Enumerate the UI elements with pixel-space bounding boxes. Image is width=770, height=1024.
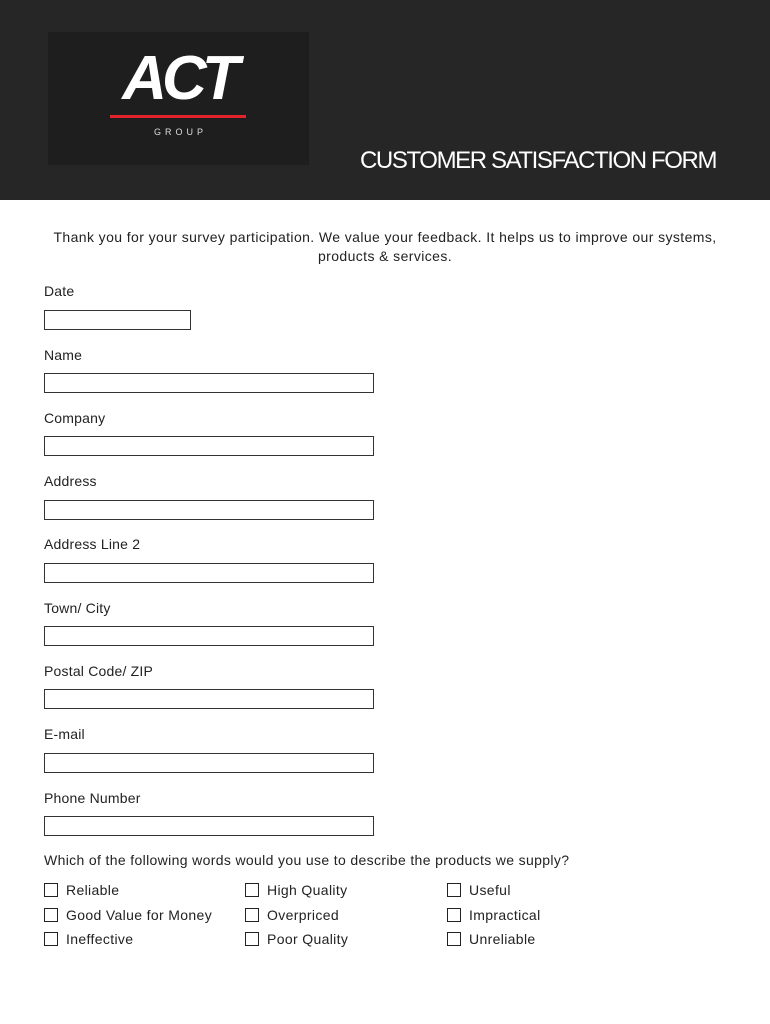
option-label: Useful [469,882,511,898]
page-header [0,0,770,200]
town-city-label: Town/ City [44,600,111,616]
option-unreliable[interactable] [447,930,536,948]
option-overpriced[interactable] [245,906,339,924]
option-reliable[interactable] [44,881,119,899]
option-label: High Quality [267,882,348,898]
option-useful[interactable] [447,881,511,899]
option-label: Good Value for Money [66,907,213,923]
option-label: Poor Quality [267,931,349,947]
address-label: Address [44,473,97,489]
name-label: Name [44,347,83,363]
option-good-value[interactable] [44,906,212,924]
checkbox-good-value[interactable] [44,908,58,922]
postal-code-label: Postal Code/ ZIP [44,663,154,679]
logo-accent-line [110,115,246,118]
phone-number-field[interactable] [44,816,374,836]
phone-number-label: Phone Number [44,790,141,806]
checkbox-overpriced[interactable] [245,908,259,922]
checkbox-impractical[interactable] [447,908,461,922]
checkbox-ineffective[interactable] [44,932,58,946]
option-label: Ineffective [66,931,134,947]
company-logo [48,32,309,165]
company-label: Company [44,410,106,426]
option-label: Overpriced [267,907,339,923]
name-field[interactable] [44,373,374,393]
email-label: E-mail [44,726,85,742]
checkbox-unreliable[interactable] [447,932,461,946]
option-label: Reliable [66,882,120,898]
option-impractical[interactable] [447,906,541,924]
option-label: Impractical [469,907,541,923]
checkbox-useful[interactable] [447,883,461,897]
company-field[interactable] [44,436,374,456]
checkbox-high-quality[interactable] [245,883,259,897]
date-field[interactable] [44,310,191,330]
address-field[interactable] [44,500,374,520]
postal-code-field[interactable] [44,689,374,709]
logo-brand: ACT [122,44,235,113]
form-title: CUSTOMER SATISFACTION FORM [360,147,717,174]
town-city-field[interactable] [44,626,374,646]
option-ineffective[interactable] [44,930,133,948]
checkbox-reliable[interactable] [44,883,58,897]
option-high-quality[interactable] [245,881,347,899]
products-question: Which of the following words would you use to describe the products we supply? [44,852,570,868]
option-label: Unreliable [469,931,536,947]
date-label: Date [44,283,75,299]
address-line-2-field[interactable] [44,563,374,583]
option-poor-quality[interactable] [245,930,348,948]
intro-text: Thank you for your survey participation. We value your feedback. It helps us to improve our systems, products & services. [53,229,717,264]
logo-subtitle: GROUP [153,127,207,137]
address-line-2-label: Address Line 2 [44,536,141,552]
email-field[interactable] [44,753,374,773]
checkbox-poor-quality[interactable] [245,932,259,946]
